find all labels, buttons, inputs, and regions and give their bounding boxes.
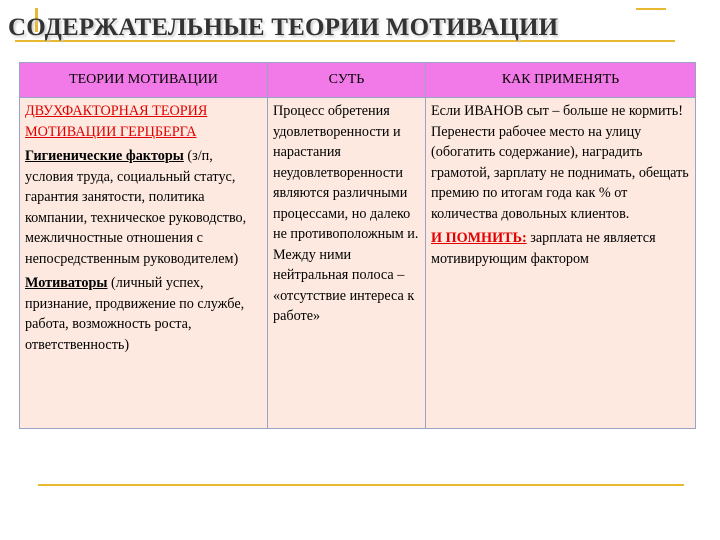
table-row	[20, 98, 696, 429]
cell-essence	[268, 98, 426, 429]
decorative-corner-line	[636, 8, 666, 10]
remember-text: зарплата не является мотивирующим фактором	[431, 230, 656, 267]
theories-table	[19, 62, 696, 429]
header-theories: ТЕОРИИ МОТИВАЦИИ	[20, 63, 268, 98]
decorative-bottom-line	[38, 484, 684, 486]
hygiene-factors-text: (з/п, условия труда, социальный статус, гарантия занятости, политика компании, техническое руководство, межличностные отношения с непосредственным руководителем)	[25, 148, 247, 267]
apply-text: Если ИВАНОВ сыт – больше не кормить! Перенести рабочее место на улицу (обогатить содержание), наградить грамотой, зарплату не поднимать, обещать премию по итогам года как % от количества довольных клиентов.	[431, 103, 689, 222]
header-essence: СУТЬ	[268, 63, 426, 98]
remember-label: И ПОМНИТЬ:	[431, 230, 527, 246]
cell-theory	[20, 98, 268, 429]
hygiene-factors-label: Гигиенические факторы	[25, 148, 184, 164]
cell-how-to-apply	[426, 98, 696, 429]
herzberg-theory-link[interactable]: ДВУХФАКТОРНАЯ ТЕОРИЯ МОТИВАЦИИ ГЕРЦБЕРГА	[25, 103, 208, 140]
header-how-to-apply: КАК ПРИМЕНЯТЬ	[426, 63, 696, 98]
motivators-label: Мотиваторы	[25, 275, 108, 291]
essence-text: Процесс обретения удовлетворенности и нарастания неудовлетворенности являются различными процессами, но далеко не противоположным и. Между ними нейтральная полоса – «отсутствие интереса к работе»	[273, 103, 419, 324]
motivators-text: (личный успех, признание, продвижение по службе, работа, возможность роста, ответственность)	[25, 275, 245, 353]
page-title: СОДЕРЖАТЕЛЬНЫЕ ТЕОРИИ МОТИВАЦИИ	[8, 14, 559, 41]
table-header-row	[20, 63, 696, 98]
